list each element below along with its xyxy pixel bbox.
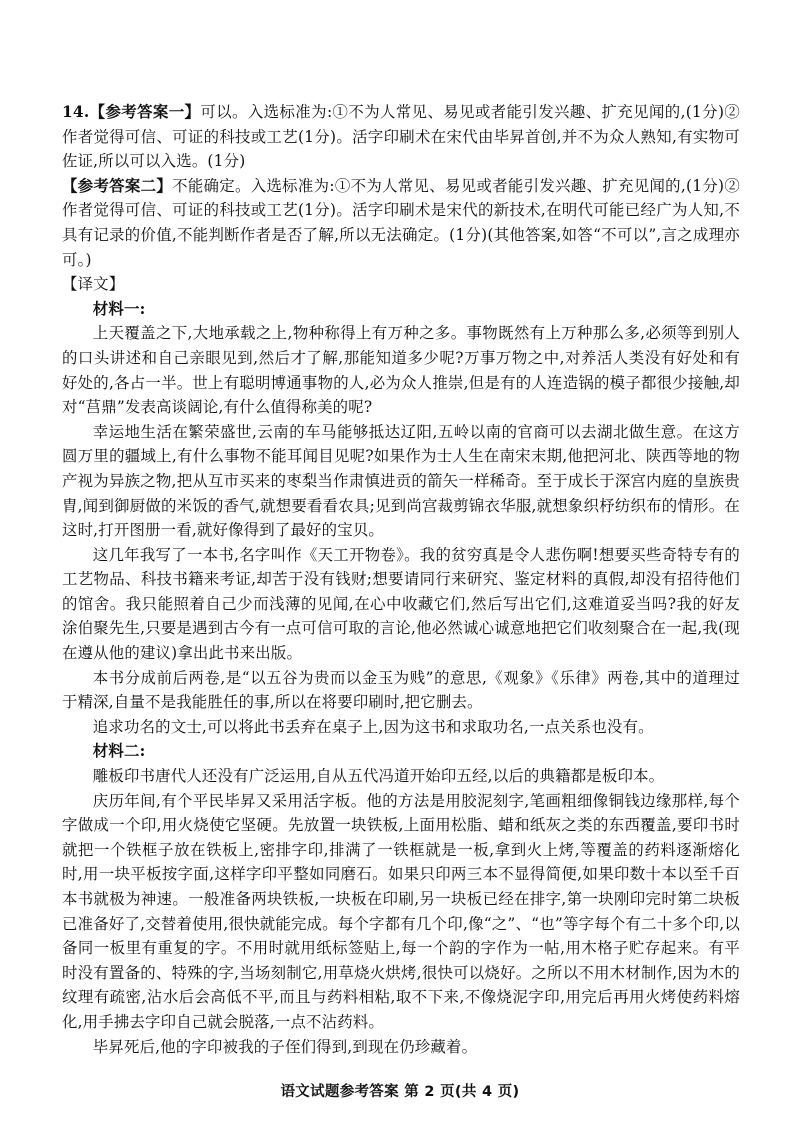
answer-two-text: 不能确定。入选标准为:①不为人常见、易见或者能引发兴趣、扩充见闻的,(1分)②作者觉得可信、可证的科技或工艺(1分)。活字印刷术是宋代的新技术,在明代可能已经广为人知,不具有记录的价值,不能判断作者是否了解,所以无法确定。(1分)(其他答案,如答“不可以”,言之成理亦可。) bbox=[62, 176, 740, 269]
material-two-heading: 材料二: bbox=[92, 742, 146, 761]
material-one-paragraph: 这几年我写了一本书,名字叫作《天工开物卷》。我的贫穷真是令人悲伤啊!想要买些奇特专有的工艺物品、科技书籍来考证,却苦于没有钱财;想要请同行来研究、鉴定材料的真假,却没有招待他们的馆舍。我只能照着自己少而浅薄的见闻,在心中收藏它们,然后写出它们,这难道妥当吗?我的好友涂伯聚先生,只要是遇到古今有一点可信可取的言论,他必然诚心诚意地把它们收刻聚合在一起,我(现在遵从他的建议)拿出此书来出版。 bbox=[62, 545, 740, 663]
material-two-paragraph: 雕板印书唐代人还没有广泛运用,自从五代冯道开始印五经,以后的典籍都是板印本。 bbox=[92, 767, 665, 786]
answer-one-tag: 【参考答案一】 bbox=[89, 103, 201, 121]
material-two-paragraph: 庆历年间,有个平民毕昇又采用活字板。他的方法是用胶泥刻字,笔画粗细像铜钱边缘那样,每个字做成一个印,用火烧使它坚硬。先放置一块铁板,上面用松脂、蜡和纸灰之类的东西覆盖,要印书时就把一个铁框子放在铁板上,密排字印,排满了一铁框就是一板,拿到火上烤,等覆盖的药料逐渐熔化时,用一块平板按字面,这样字印平整如同磨石。如果只印两三本不显得简便,如果印数十本以至千百本书就极为神速。一般准备两块铁板,一块板在印刷,另一块板已经在排字,第一块刚印完时第二块板已准备好了,交替着使用,很快就能完成。每个字都有几个印,像“之”、“也”等字每个有二十多个印,以备同一板里有重复的字。不用时就用纸标签贴上,每一个韵的字作为一帖,用木格子贮存起来。有平时没有置备的、特殊的字,当场刻制它,用草烧火烘烤,很快可以烧好。之所以不用木材制作,因为木的纹理有疏密,沾水后会高低不平,而且与药料相粘,取不下来,不像烧泥字印,用完后再用火烤使药料熔化,用手拂去字印自己就会脱落,一点不沾药料。 bbox=[62, 791, 740, 1031]
translation-tag: 【译文】 bbox=[62, 275, 125, 294]
material-one-paragraph: 追求功名的文士,可以将此书丢弃在桌子上,因为这书和求取功名,一点关系也没有。 bbox=[92, 717, 654, 736]
page-footer: 语文试题参考答案 第 2 页(共 4 页) bbox=[280, 1084, 520, 1100]
question-number: 14. bbox=[62, 103, 90, 121]
answer-page bbox=[62, 100, 740, 1060]
answer-two bbox=[62, 174, 740, 272]
answer-one-text: 可以。入选标准为:①不为人常见、易见或者能引发兴趣、扩充见闻的,(1分)②作者觉得可信、可证的科技或工艺(1分)。活字印刷术在宋代由毕昇首创,并不为众人熟知,有实物可佐证,所以可以入选。(1分) bbox=[62, 103, 740, 171]
material-one-heading: 材料一: bbox=[92, 299, 146, 318]
material-one-paragraph: 上天覆盖之下,大地承载之上,物种称得上有万种之多。事物既然有上万种那么多,必须等到别人的口头讲述和自己亲眼见到,然后才了解,那能知道多少呢?万事万物之中,对养活人类没有好处和有好处的,各占一半。世上有聪明博通事物的人,必为众人推崇,但是有的人连造锅的模子都很少接触,却对“莒鼎”发表高谈阔论,有什么值得称美的呢? bbox=[62, 324, 740, 417]
material-one-paragraph: 幸运地生活在繁荣盛世,云南的车马能够抵达辽阳,五岭以南的官商可以去湖北做生意。在这方圆万里的疆域上,有什么事物不能耳闻目见呢?如果作为士人生在南宋末期,他把河北、陕西等地的物产视为异族之物,把从互市买来的枣梨当作肃慎进贡的箭矢一样稀奇。至于成长于深宫内庭的皇族贵胄,闻到御厨做的米饭的香气,就想要看看农具;见到尚宫裁剪锦衣华服,就想象织杼纺织布的情形。在这时,打开图册一看,就好像得到了最好的宝贝。 bbox=[62, 422, 740, 540]
material-one-paragraph: 本书分成前后两卷,是“以五谷为贵而以金玉为贱”的意思,《观象》《乐律》两卷,其中的道理过于精深,自量不是我能胜任的事,所以在将要印刷时,把它删去。 bbox=[62, 668, 740, 712]
answer-two-tag: 【参考答案二】 bbox=[62, 176, 173, 195]
answer-one bbox=[62, 100, 740, 174]
material-two-paragraph: 毕昇死后,他的字印被我的子侄们得到,到现在仍珍藏着。 bbox=[92, 1037, 478, 1056]
